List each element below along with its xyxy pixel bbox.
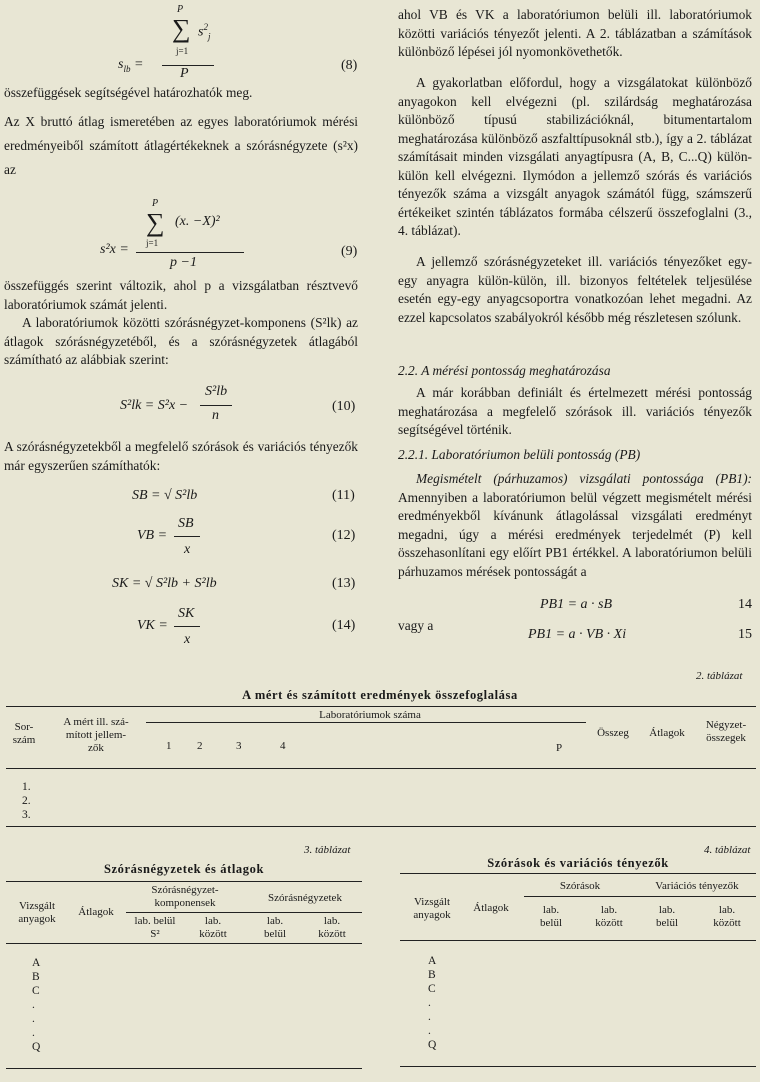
table-row: 2.: [22, 795, 31, 807]
heading-2-2-1: 2.2.1. Laboratóriumon belüli pontosság (PB): [398, 447, 641, 462]
eq8-denominator: P: [180, 66, 189, 81]
paragraph-3: összefüggés szerint változik, ahol p a vizsgálatban résztvevő laboratóriumok számát jelenti.: [4, 278, 358, 312]
col-atlagok: Átlagok: [649, 727, 685, 739]
col-osszeg: Összeg: [597, 727, 629, 739]
table-row: 3.: [22, 809, 31, 821]
sub-lab-kozott: lab. között: [713, 904, 741, 929]
col-komponensek: Szórásnégyzet- komponensek: [151, 884, 219, 909]
col-mert: A mért ill. szá- mított jellem- zők: [63, 716, 129, 754]
table-4-label: 4. táblázat: [704, 844, 751, 856]
paragraph-r3: A jellemző szórásnégyzeteket ill. variációs tényezőket egy-egy anyagra külön-külön, ill. bizonyos feltételek teljesülése esetén egy-egy anyagcsoportra vonatkozóan lehet megadni. Az ezzel kapcsolatos szabályokról később még részletesen szólunk.: [398, 254, 752, 325]
sum-lower-limit: j=1: [146, 238, 159, 248]
sum-lower-limit: j=1: [176, 46, 189, 56]
lab-num-1: 1: [166, 740, 172, 752]
eq10-frac-top: S²lb: [205, 384, 228, 399]
table-3-label: 3. táblázat: [304, 844, 351, 856]
eq8-lhs: $s_{lb}$ =: [118, 57, 144, 74]
lab-num-4: 4: [280, 740, 286, 752]
equation-14-lhs: VK =: [137, 618, 168, 633]
equation-number-15: 15: [738, 627, 752, 642]
equation-number-13: (13): [332, 576, 356, 591]
lab-num-2: 2: [197, 740, 203, 752]
sub-lab-kozott: lab. között: [199, 915, 227, 940]
col-negyzetosszegek: Négyzet- összegek: [705, 719, 747, 744]
list-item: .: [428, 1011, 431, 1023]
col-szorasnegyzetek: Szórásnégyzetek: [268, 892, 342, 904]
table-4-title: Szórások és variációs tényezők: [487, 856, 669, 870]
row-list: [32, 956, 40, 1054]
table-row: 1.: [22, 781, 31, 793]
list-item: .: [428, 997, 431, 1009]
paragraph-1: összefüggések segítségével határozhatók meg.: [4, 85, 253, 100]
paragraph-2: Az X bruttó átlag ismeretében az egyes laboratóriumok mérési eredményeiből számított átlagértékeknek a szórásnégyzete (s²x) az: [4, 114, 358, 177]
list-item: .: [428, 1025, 431, 1037]
col-vizsgalt-anyagok: Vizsgált anyagok: [18, 900, 56, 925]
equation-number-10: (10): [332, 399, 356, 414]
paragraph-r5: Megismételt (párhuzamos) vizsgálati pontossága (PB1): Amennyiben a laboratóriumon belül végzett megismételt mérési eredményekből kívánunk átlagolással vizsgálati eredményt megadni, úgy a mérési eredmények terjedelmét (P) kell összehasonlítani egy előírt PB1 értékkel. A laboratóriumon belüli párhuzamos mérések pontosságát a: [398, 471, 752, 579]
eq10-text: S²lk = S²x −: [120, 398, 189, 413]
list-item: B: [428, 969, 436, 981]
paragraph-4: A laboratóriumok közötti szórásnégyzet-komponens (S²lk) az átlagok szórásnégyzetéből, és a szórásnégyzetek átlagából számítható az alábbiak szerint:: [4, 315, 358, 367]
equation-number-12: (12): [332, 528, 356, 543]
equation-number-14-right: 14: [738, 597, 752, 612]
eq10-frac-bottom: n: [212, 408, 219, 423]
equation-14-frac-top: SK: [178, 606, 195, 621]
lab-num-3: 3: [236, 740, 242, 752]
list-item: Q: [32, 1041, 41, 1053]
lab-num-p: P: [556, 742, 563, 754]
equation-14-frac-bottom: x: [184, 632, 191, 647]
equation-12-frac-bottom: x: [184, 542, 191, 557]
sub-lab-kozott: lab. között: [595, 904, 623, 929]
col-sorszam: Sor- szám: [12, 721, 36, 746]
col-atlagok: Átlagok: [78, 906, 114, 918]
sub-lab-belul: lab. belül: [540, 904, 562, 929]
col-variacios-tenyezok: Variációs tényezők: [655, 880, 739, 892]
paragraph-r4: A már korábban definiált és értelmezett mérési pontosság meghatározása a megfelelő szórások ill. variációs tényezők segítségével történik.: [398, 385, 752, 437]
list-item: A: [428, 955, 437, 967]
list-item: C: [32, 985, 40, 997]
sigma-symbol: ∑: [172, 14, 191, 43]
sum-term: $s^2_j$: [198, 22, 211, 42]
eq9-denominator: p −1: [170, 255, 197, 270]
sub-lab-belul: lab. belül S²: [134, 915, 176, 940]
sum-upper-limit: P: [177, 4, 184, 15]
equation-pb1-a: PB1 = a · sB: [540, 597, 613, 612]
sum-upper-limit: P: [152, 198, 159, 209]
list-item: A: [32, 957, 41, 969]
paragraph-5: A szórásnégyzetekből a megfelelő szórások és variációs tényezők már egyszerűen számíthatók:: [4, 439, 358, 473]
paragraph-r1: ahol VB és VK a laboratóriumon belüli ill. laboratóriumok közötti variációs tényezőt jelenti. A 2. táblázatban a számítások különböző lépései jól nyomonkövethetők.: [398, 7, 752, 59]
list-item: .: [32, 999, 35, 1011]
list-item: .: [32, 1027, 35, 1039]
equation-number-11: (11): [332, 488, 355, 503]
eq9-numerator: (x. −X)²: [175, 214, 220, 229]
equation-11: SB = √ S²lb: [132, 488, 198, 503]
sub-lab-kozott: lab. között: [318, 915, 346, 940]
paragraph-r2: A gyakorlatban előfordul, hogy a vizsgálatokat különböző anyagokon kell elvégezni (pl. szilárdság meghatározása különböző típusú stabilizációknál, bitumentartalom meghatározása különböző aszfalttípusoknál stb.), így a 2. táblázat számításait minden vizsgálati anyagtípusra (A, B, C...Q) külön-külön kell elvégezni. Ilymódon a jellemző szórás és variációs tényezők száma a vizsgált anyagok számától függ, számszerű értékeiket szintén táblázatos formába célszerű összefoglalni (3., 4. táblázat).: [398, 75, 752, 238]
col-laboratoriumok: Laboratóriumok száma: [319, 709, 421, 721]
vagy-text: vagy a: [398, 618, 434, 633]
equation-number-14: (14): [332, 618, 356, 633]
sub-lab-belul: lab. belül: [264, 915, 286, 940]
equation-number-9: (9): [341, 244, 358, 259]
list-item: C: [428, 983, 436, 995]
list-item: Q: [428, 1039, 437, 1051]
equation-12-lhs: VB =: [137, 528, 168, 543]
col-atlagok: Átlagok: [473, 902, 509, 914]
sigma-symbol: ∑: [146, 208, 165, 237]
list-item: .: [32, 1013, 35, 1025]
table-3-title: Szórásnégyzetek és átlagok: [103, 862, 265, 876]
equation-13: SK = √ S²lb + S²lb: [112, 576, 217, 591]
table-2-title: A mért és számított eredmények összefoglalása: [242, 688, 518, 702]
equation-pb1-b: PB1 = a · VB · Xi: [528, 627, 627, 642]
col-vizsgalt-anyagok: Vizsgált anyagok: [413, 896, 451, 921]
sub-lab-belul: lab. belül: [656, 904, 678, 929]
table-2-label: 2. táblázat: [696, 670, 743, 682]
equation-12-frac-top: SB: [178, 516, 194, 531]
eq9-lhs: s²x =: [100, 242, 129, 257]
row-list: [428, 954, 436, 1052]
list-item: B: [32, 971, 40, 983]
col-szorasok: Szórások: [559, 880, 601, 892]
heading-2-2: 2.2. A mérési pontosság meghatározása: [398, 363, 611, 378]
equation-number-8: (8): [341, 58, 358, 73]
